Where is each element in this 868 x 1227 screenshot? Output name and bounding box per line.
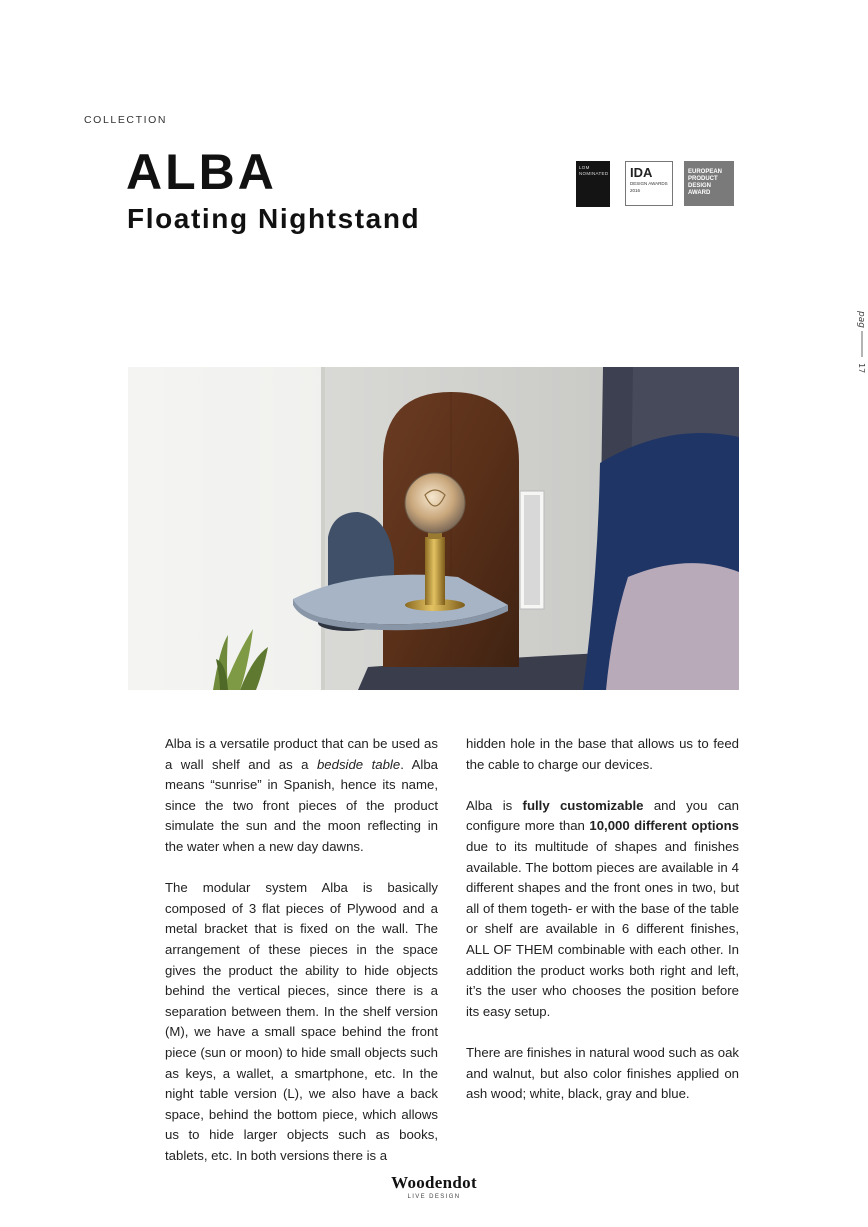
page-number-marker <box>820 300 866 390</box>
ida-award-badge <box>625 161 673 206</box>
page-label: pag <box>856 311 866 328</box>
custom-bold-1: fully customizable <box>522 797 644 813</box>
intro-text-start: Alba is a versatile product that can be used as a wall shelf and as a <box>165 736 438 772</box>
epda-line: AWARD <box>688 190 711 196</box>
custom-text-d: due to its multitude of shapes and finishes available. The bottom pieces are available in 4 different shapes and the front ones in two, but all of them togeth- er with the base of the table or shelf are available in 6 different finishes, ALL OF THEM combinable with each other. In addition the product works both right and left, it’s the user who chooses the position before its easy setup. <box>466 838 739 1019</box>
brand-logo: Woodendot <box>391 1173 477 1192</box>
ida-award-text: DESIGN AWARDS <box>630 181 668 186</box>
collection-label: COLLECTION <box>84 114 168 126</box>
intro-paragraph <box>165 734 438 858</box>
page-number: 17 <box>857 363 866 374</box>
product-photo <box>128 367 739 690</box>
body-column-right <box>466 734 739 1125</box>
body-column-left <box>165 734 438 1187</box>
custom-bold-2: 10,000 different options <box>589 818 739 834</box>
hidden-hole-paragraph: hidden hole in the base that allows us to feed the cable to charge our devices. <box>466 736 739 772</box>
intro-emphasis: bedside table <box>316 756 401 772</box>
custom-text-c: and you can configure more than <box>466 797 739 834</box>
product-title: ALBA <box>126 144 277 200</box>
product-subtitle: Floating Nightstand <box>127 203 421 234</box>
epda-line: DESIGN <box>688 183 712 189</box>
epda-line: EUROPEAN <box>688 169 723 175</box>
intro-text-end: . Alba means “sunrise” in Spanish, hence its name, since the two front pieces of the product simulate the sun and the moon reflecting in the water when a new day dawns. <box>165 756 438 854</box>
customizable-paragraph <box>466 796 739 1023</box>
custom-text-a: Alba is <box>466 797 523 813</box>
lom-award-text: LOM NOMINATED <box>579 165 609 176</box>
brand-tagline: LIVE DESIGN <box>407 1194 461 1200</box>
epda-line: PRODUCT <box>688 176 718 182</box>
ida-award-mark: IDA <box>630 165 653 180</box>
finishes-paragraph: There are finishes in natural wood such as oak and walnut, but also color finishes applied on ash wood; white, black, gray and blue. <box>466 1044 739 1102</box>
modular-system-paragraph: The modular system Alba is basically composed of 3 flat pieces of Plywood and a metal bracket that is fixed on the wall. The arrangement of these pieces in the space gives the product the ability to hide objects behind the vertical pieces, since there is a separation between them. In the shelf version (M), we have a small space behind the front piece (sun or moon) to hide small objects such as keys, a wallet, a smartphone, etc. In the night table version (L), we also have a back space, behind the bottom piece, which allows us to hide larger objects such as books, tablets, etc. In both versions there is a <box>165 880 438 1163</box>
lom-award-badge <box>576 161 610 207</box>
ida-award-year: 2016 <box>630 188 641 193</box>
european-product-design-award-badge <box>684 161 734 206</box>
